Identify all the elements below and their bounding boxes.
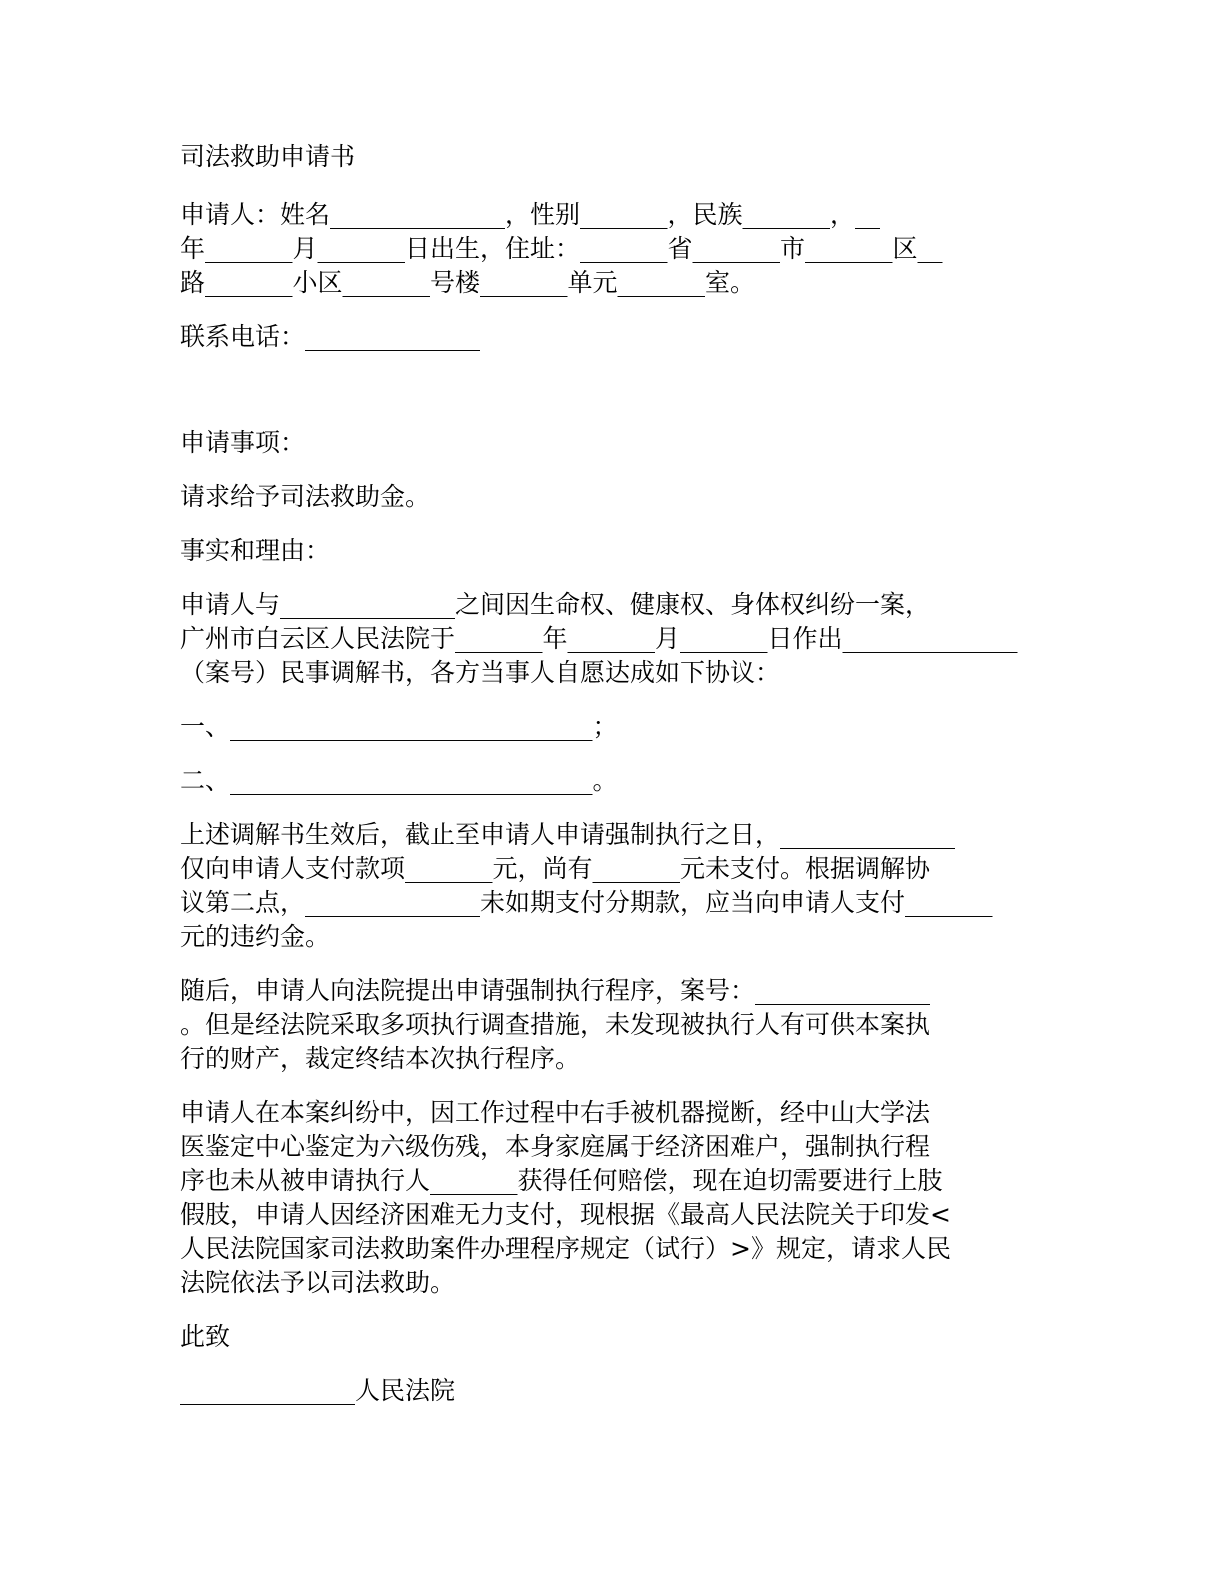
paragraph-line: 法院依法予以司法救助。 bbox=[180, 1268, 456, 1297]
paragraph-line: 议第二点，______________未如期支付分期款，应当向申请人支付_______ bbox=[180, 888, 993, 917]
request-body: 请求给予司法救助金。 bbox=[180, 482, 431, 511]
facts-paragraph-3 bbox=[180, 974, 1120, 1076]
paragraph-line: 随后，申请人向法院提出申请强制执行程序，案号：______________ bbox=[180, 976, 931, 1005]
paragraph-line: 申请人与______________之间因生命权、健康权、身体权纠纷一案， bbox=[180, 590, 931, 619]
paragraph-line: 。但是经法院采取多项执行调查措施，未发现被执行人有可供本案执 bbox=[180, 1010, 931, 1039]
applicant-line: 路_______小区_______号楼_______单元_______室。 bbox=[180, 268, 756, 297]
facts-paragraph-1 bbox=[180, 588, 1120, 690]
paragraph-line: 序也未从被申请执行人_______获得任何赔偿，现在迫切需要进行上肢 bbox=[180, 1166, 943, 1195]
applicant-line: 申请人：姓名______________，性别_______，民族_______，__ bbox=[180, 200, 881, 229]
paragraph-line: 广州市白云区人民法院于_______年_______月_______日作出______________ bbox=[180, 624, 1018, 653]
document-title: 司法救助申请书 bbox=[180, 142, 356, 171]
paragraph-line: 元的违约金。 bbox=[180, 922, 331, 951]
agreement-item-2: 二、_____________________________。 bbox=[180, 766, 618, 795]
facts-paragraph-4 bbox=[180, 1096, 1120, 1300]
applicant-line: 年_______月_______日出生，住址：_______省_______市_______区__ bbox=[180, 234, 943, 263]
paragraph-line: 人民法院国家司法救助案件办理程序规定（试行）>》规定，请求人民 bbox=[180, 1234, 951, 1263]
paragraph-line: 上述调解书生效后，截止至申请人申请强制执行之日，______________ bbox=[180, 820, 956, 849]
court-line: ______________人民法院 bbox=[180, 1376, 456, 1405]
applicant-info bbox=[180, 198, 1120, 300]
paragraph-line: 申请人在本案纠纷中，因工作过程中右手被机器搅断，经中山大学法 bbox=[180, 1098, 931, 1127]
paragraph-line: （案号）民事调解书，各方当事人自愿达成如下协议： bbox=[180, 658, 781, 687]
paragraph-line: 仅向申请人支付款项_______元，尚有_______元未支付。根据调解协 bbox=[180, 854, 931, 883]
document-page bbox=[180, 140, 1120, 1408]
facts-paragraph-2 bbox=[180, 818, 1120, 954]
request-heading: 申请事项： bbox=[180, 428, 306, 457]
facts-heading: 事实和理由： bbox=[180, 536, 331, 565]
paragraph-line: 假肢，申请人因经济困难无力支付，现根据《最高人民法院关于印发< bbox=[180, 1200, 951, 1229]
phone-line: 联系电话：______________ bbox=[180, 322, 481, 351]
agreement-item-1: 一、_____________________________； bbox=[180, 712, 618, 741]
closing: 此致 bbox=[180, 1322, 231, 1351]
paragraph-line: 行的财产，裁定终结本次执行程序。 bbox=[180, 1044, 581, 1073]
paragraph-line: 医鉴定中心鉴定为六级伤残，本身家庭属于经济困难户，强制执行程 bbox=[180, 1132, 931, 1161]
